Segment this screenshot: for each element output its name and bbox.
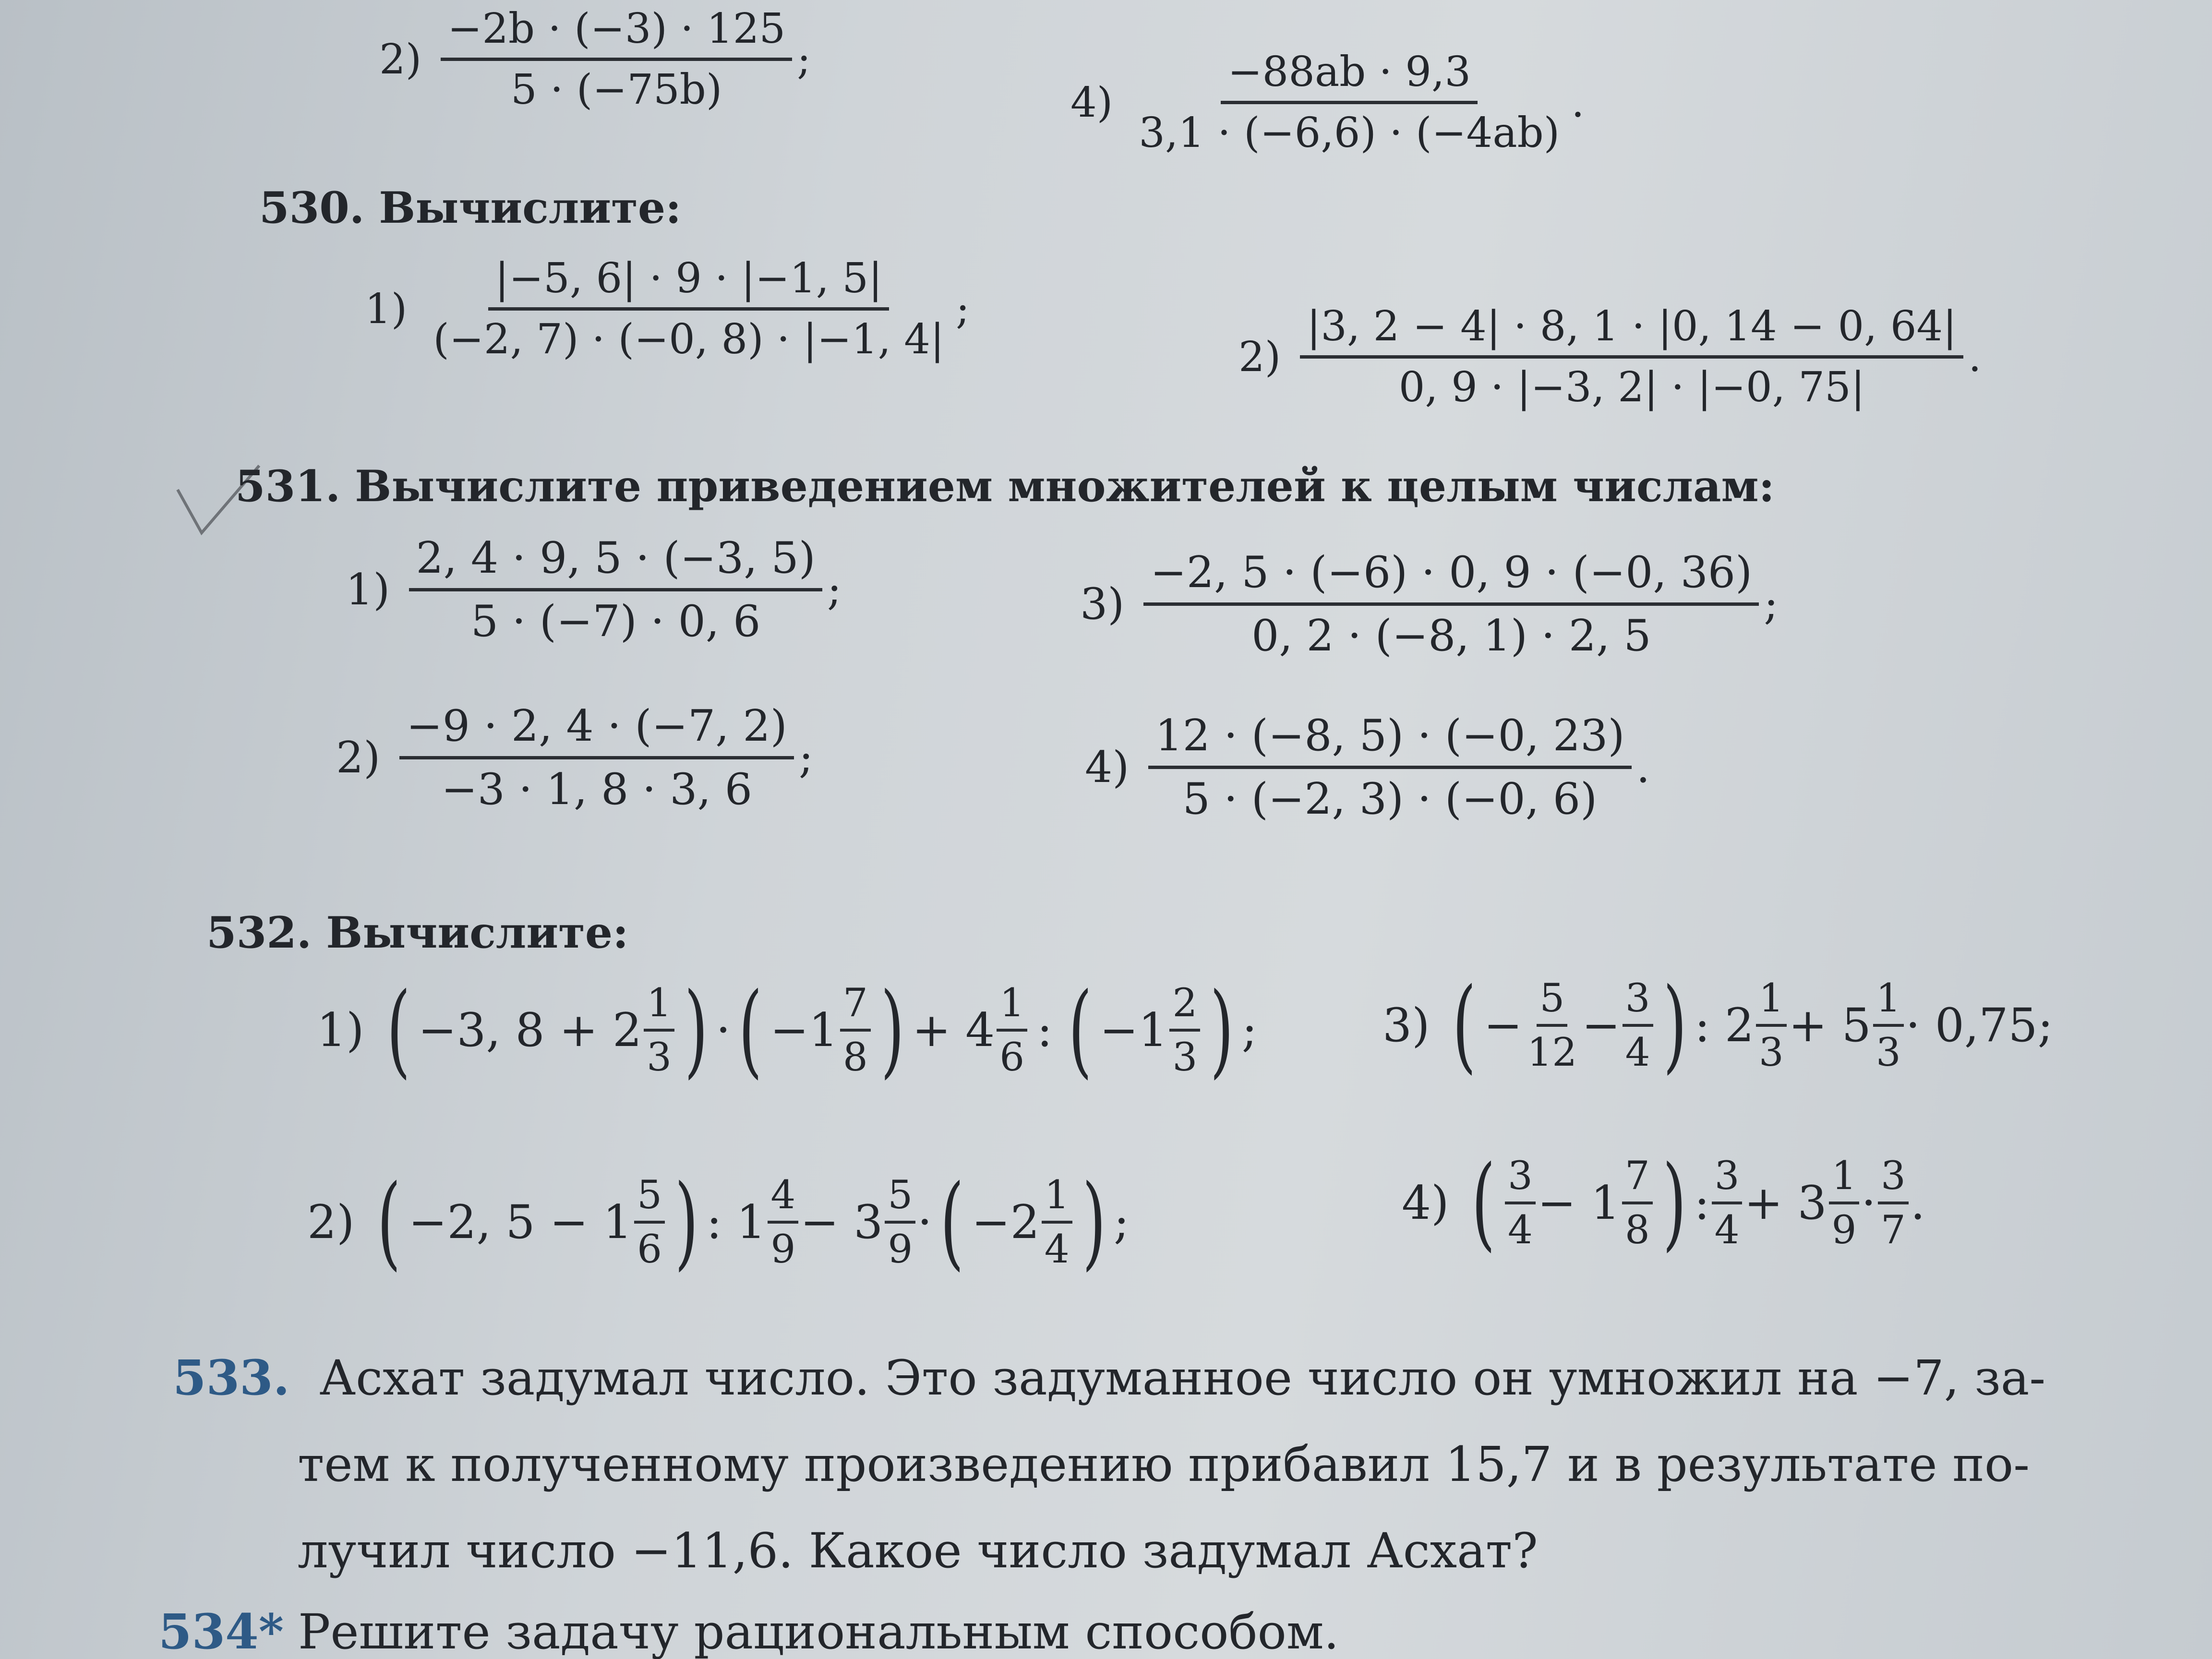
denominator: 3,1 · (−6,6) · (−4ab) [1139,109,1560,157]
terminator: ; [1764,579,1779,629]
problem-number: 531. [235,461,341,512]
item-label: 4) [1085,742,1130,793]
fraction: $\frac{5}{12}$ [1527,975,1577,1075]
problem-number: 532. [206,907,312,958]
expr-530-2 [1238,302,1982,411]
fraction [1148,710,1631,824]
problem-533-line-2 [173,1421,2045,1508]
terminator: ; [1114,1195,1130,1249]
term: + 3 [1744,1176,1827,1230]
operator: − [1483,998,1523,1052]
fraction: 4 9 [768,1172,798,1272]
denominator: 5 · (−2, 3) · (−0, 6) [1182,774,1598,824]
term: : 2 [1694,998,1754,1052]
numerator: −2b · (−3) · 125 [441,5,792,61]
item-label: 2) [336,733,381,783]
problem-number: 530. [259,182,365,233]
item-label: 2) [1238,333,1281,381]
item-label: 2) [379,35,422,84]
denominator: 0, 9 · |−3, 2| · |−0, 75| [1398,363,1865,411]
term: −1 [770,1003,838,1057]
item-label: 1) [317,1003,364,1057]
numerator: −88ab · 9,3 [1221,48,1478,104]
operator: − [1582,998,1621,1052]
fraction: 3 4 [1505,1153,1536,1253]
term: · 0,75; [1905,998,2053,1052]
expr-530-1 [365,254,970,363]
fraction [409,533,822,647]
fraction: 1 4 [1042,1172,1072,1272]
fraction: 2 3 [1169,980,1200,1080]
term: + 5 [1788,998,1871,1052]
problem-title: Вычислите приведением множителей к целым числам: [355,461,1775,512]
terminator: . [1968,333,1982,381]
expr-532-1: 1) ( −3, 8 + 2 1 3 ) · ( −1 7 8 ) + 4 1 6 : ( −1 2 3 ) ; [317,971,1258,1089]
denominator: 0, 2 · (−8, 1) · 2, 5 [1251,611,1651,661]
terminator: ; [797,35,811,84]
term: −3, 8 + 2 [418,1003,642,1057]
numerator: |−5, 6| · 9 · |−1, 5| [488,254,889,311]
fraction: 1 3 [1873,975,1904,1075]
fraction: 1 3 [644,980,674,1080]
fraction [426,254,951,363]
term: − 1 [1537,1176,1620,1230]
terminator: ; [1241,1003,1258,1057]
problem-533 [173,1334,2045,1594]
denominator: 5 · (−75b) [511,66,722,114]
problem-title: Вычислите: [379,182,682,233]
expr-532-3: 3) ( − $\frac{5}{12}$ − $\frac{3}{4}$ ) : 2 1 3 + 5 1 3 · 0,75; [1382,966,2053,1084]
problem-531-heading [235,461,1775,512]
operator: · [716,1003,731,1057]
item-label: 2) [307,1195,355,1249]
terminator: ; [955,285,970,333]
problem-533-line-1 [173,1334,2045,1421]
numerator: |3, 2 − 4| · 8, 1 · |0, 14 − 0, 64| [1300,302,1963,359]
fraction: 3 4 [1712,1153,1743,1253]
terminator: . [1636,742,1650,793]
terminator: . [1910,1176,1925,1230]
operator: · [1861,1176,1876,1230]
fraction: 5 9 [885,1172,915,1272]
term: −2 [972,1195,1040,1249]
fraction [399,701,793,815]
fraction: 1 6 [997,980,1027,1080]
terminator: ; [827,565,842,615]
fraction: 1 3 [1756,975,1787,1075]
term: + 4 [912,1003,995,1057]
fraction [441,5,792,114]
expr-531-4 [1085,710,1650,824]
expr-top-4 [1070,48,1585,157]
numerator: −2, 5 · (−6) · 0, 9 · (−0, 36) [1143,547,1759,606]
problem-532-heading [206,907,628,958]
item-label: 1) [365,285,408,333]
problem-534 [158,1603,1339,1659]
term: −1 [1099,1003,1168,1057]
problem-text-line: Асхат задумал число. Это задуманное число он умножил на −7, за- [319,1350,2046,1406]
terminator: . [1571,78,1585,127]
operator: · [917,1195,932,1249]
operator: : [1037,1003,1053,1057]
fraction: $\frac{3}{4}$ [1623,975,1653,1075]
fraction: 5 6 [634,1172,665,1272]
denominator: (−2, 7) · (−0, 8) · |−1, 4| [433,315,944,363]
fraction [1132,48,1566,157]
problem-text-line: лучил число −11,6. Какое число задумал Асхат? [298,1523,1538,1579]
term: : 1 [706,1195,766,1249]
item-label: 4) [1402,1176,1449,1230]
item-label: 4) [1070,78,1113,127]
item-label: 3) [1080,579,1125,629]
item-label: 3) [1382,998,1430,1052]
expr-531-1 [346,533,842,647]
term: −2, 5 − 1 [408,1195,633,1249]
expr-532-2: 2) ( −2, 5 − 1 5 6 ) : 1 4 9 − 3 5 9 · ( −2 1 4 ) ; [307,1163,1130,1281]
denominator: −3 · 1, 8 · 3, 6 [441,764,752,815]
numerator: 2, 4 · 9, 5 · (−3, 5) [409,533,822,591]
fraction [1300,302,1963,411]
problem-number: 534* [158,1603,284,1659]
problem-text-line: тем к полученному произведению прибавил 15,7 и в результате по- [298,1436,2030,1492]
fraction: 1 9 [1829,1153,1860,1253]
expr-531-3 [1080,547,1779,661]
fraction: 7 8 [1622,1153,1653,1253]
problem-title: Вычислите: [326,907,629,958]
expr-top-2 [379,5,811,114]
expr-532-4: 4) ( 3 4 − 1 7 8 ) : 3 4 + 3 1 9 · 3 7 . [1402,1143,1925,1262]
term: − 3 [800,1195,883,1249]
numerator: −9 · 2, 4 · (−7, 2) [399,701,793,759]
problem-text: Решите задачу рациональным способом. [298,1603,1339,1659]
item-label: 1) [346,565,390,615]
numerator: 12 · (−8, 5) · (−0, 23) [1148,710,1631,769]
fraction: 3 7 [1878,1153,1909,1253]
operator: : [1694,1176,1710,1230]
fraction: 7 8 [840,980,871,1080]
problem-530-heading [259,182,681,233]
expr-531-2 [336,701,813,815]
fraction [1143,547,1759,661]
problem-number: 533. [173,1349,290,1406]
denominator: 5 · (−7) · 0, 6 [470,596,761,647]
terminator: ; [798,733,814,783]
problem-533-line-3 [173,1508,2045,1594]
